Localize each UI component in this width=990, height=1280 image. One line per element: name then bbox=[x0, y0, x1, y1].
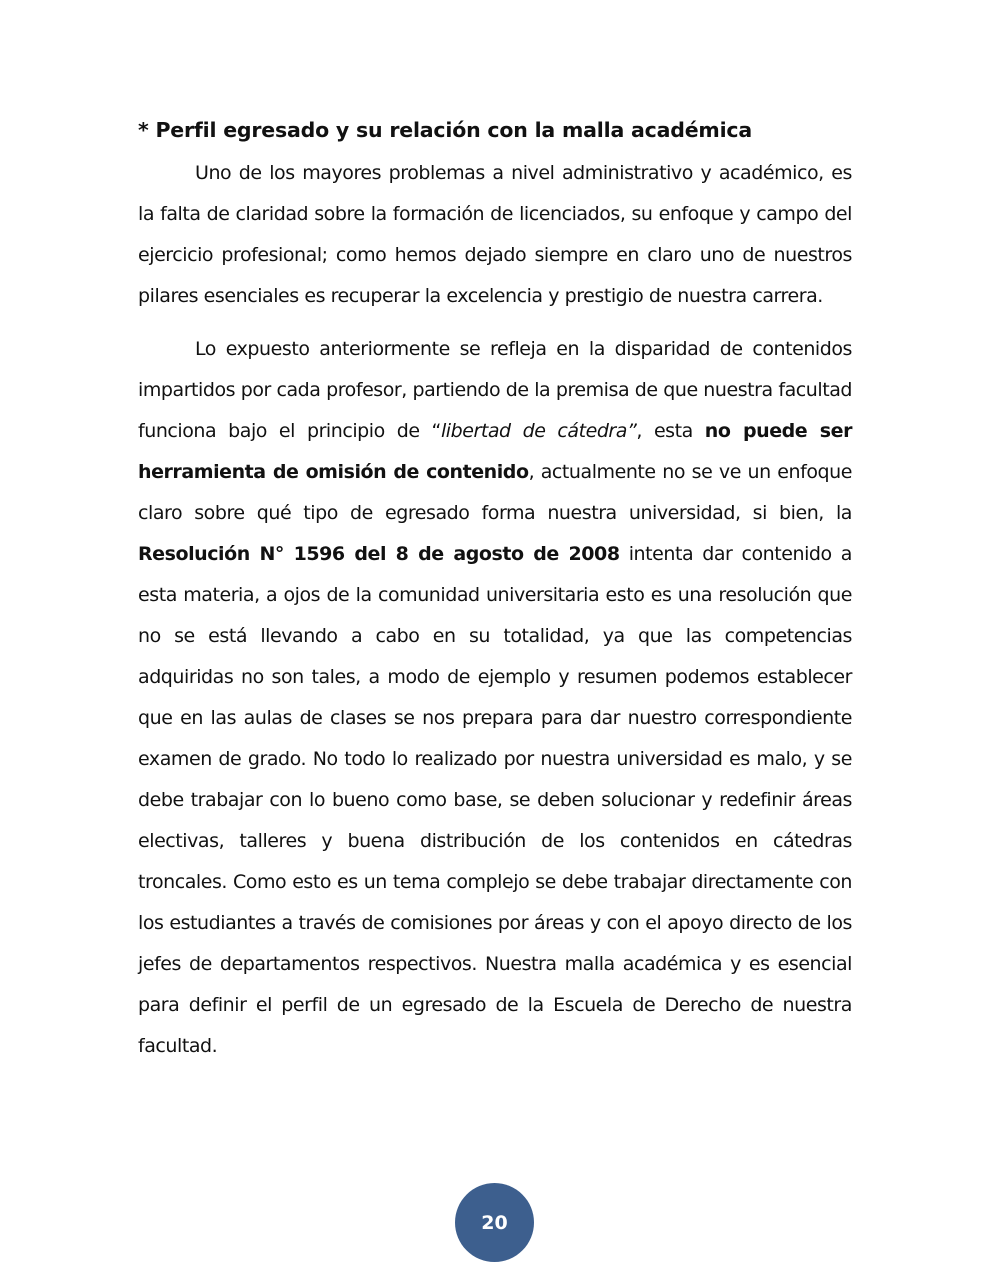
paragraph-2-italic-libertad: libertad de cátedra” bbox=[440, 420, 637, 442]
paragraph-2-text-1: Lo expuesto anteriormente se refleja en la disparidad de contenidos impartidos por cada profesor, partiendo de la premisa de que nuestra facultad funciona bajo el principio de “ bbox=[138, 338, 852, 442]
paragraph-2-text-3: , actualmente no se ve un enfoque claro sobre qué tipo de egresado forma nuestra universidad, si bien, la bbox=[138, 461, 852, 524]
paragraph-2-text-2: , esta bbox=[636, 420, 705, 442]
paragraph-2-text-4: intenta dar contenido a esta materia, a ojos de la comunidad universitaria esto es una resolución que no se está llevando a cabo en su totalidad, ya que las competencias adquiridas no son tales, a modo de ejemplo y resumen podemos establecer que en las aulas de clases se nos prepara para dar nuestro correspondiente examen de grado. No todo lo realizado por nuestra universidad es malo, y se debe trabajar con lo bueno como base, se deben solucionar y redefinir áreas electivas, talleres y buena distribución de los contenidos en cátedras troncales. Como esto es un tema complejo se debe trabajar directamente con los estudiantes a través de comisiones por áreas y con el apoyo directo de los jefes de departamentos respectivos. Nuestra malla académica y es esencial para definir el perfil de un egresado de la Escuela de Derecho de nuestra facultad. bbox=[138, 543, 852, 1057]
paragraph-2-bold-omision: no puede ser herramienta de omisión de contenido bbox=[138, 420, 852, 483]
paragraph-2 bbox=[138, 329, 852, 1067]
paragraph-2-bold-resolucion: Resolución N° 1596 del 8 de agosto de 2008 bbox=[138, 543, 620, 565]
document-body bbox=[138, 112, 852, 1067]
section-heading: * Perfil egresado y su relación con la malla académica bbox=[138, 118, 752, 142]
paragraph-1: Uno de los mayores problemas a nivel administrativo y académico, es la falta de claridad sobre la formación de licenciados, su enfoque y campo del ejercicio profesional; como hemos dejado siempre en claro uno de nuestros pilares esenciales es recuperar la excelencia y prestigio de nuestra carrera. bbox=[138, 162, 852, 307]
page-number-badge: 20 bbox=[455, 1183, 534, 1262]
